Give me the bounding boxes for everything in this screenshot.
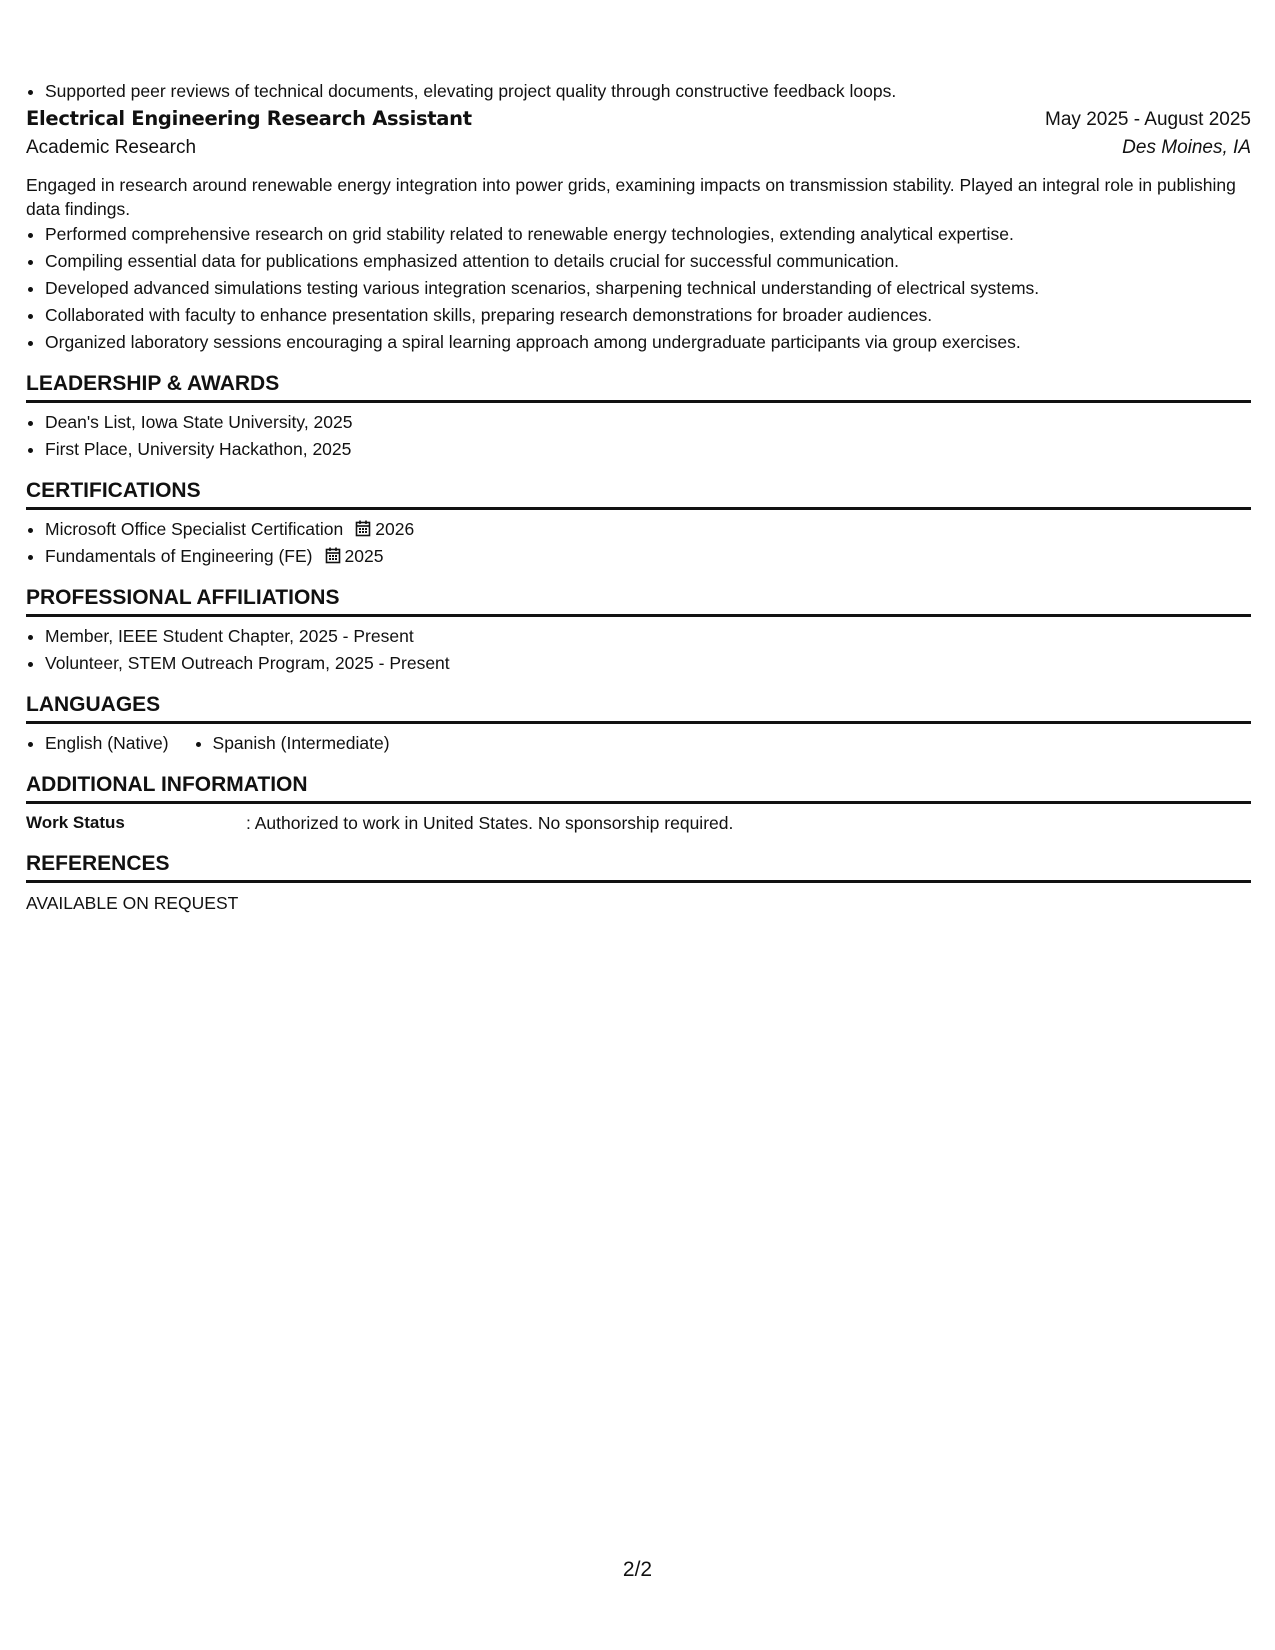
section-title: LANGUAGES	[26, 691, 1251, 724]
bullet-item: • Organized laboratory sessions encouraging a spiral learning approach among undergraduate participants via group exercises.	[45, 329, 1251, 356]
job-organization: Academic Research	[26, 137, 197, 158]
bullet-item: • Performed comprehensive research on grid stability related to renewable energy technologies, extending analytical expertise.	[45, 221, 1251, 248]
list-item: • First Place, University Hackathon, 2025	[45, 436, 1251, 463]
job-header	[26, 107, 1251, 137]
languages-list	[26, 730, 1251, 757]
section-certifications	[26, 477, 1251, 570]
bullet-item: • Collaborated with faculty to enhance presentation skills, preparing research demonstrations for broader audiences.	[45, 302, 1251, 329]
resume-page	[26, 78, 1251, 917]
list-item: • Member, IEEE Student Chapter, 2025 - Present	[45, 623, 1251, 650]
leadership-list	[26, 409, 1251, 463]
work-status-value: : Authorized to work in United States. No sponsorship required.	[246, 813, 734, 833]
certification-name: Fundamentals of Engineering (FE)	[45, 546, 313, 566]
page-number: 2/2	[622, 1558, 653, 1581]
section-title: PROFESSIONAL AFFILIATIONS	[26, 584, 1251, 617]
section-references	[26, 850, 1251, 917]
section-title: REFERENCES	[26, 850, 1251, 883]
calendar-icon	[355, 520, 371, 537]
list-item	[45, 516, 1251, 543]
certifications-list	[26, 516, 1251, 570]
work-status-row	[26, 810, 1251, 836]
bullet-item: • Compiling essential data for publications emphasized attention to details crucial for successful communication.	[45, 248, 1251, 275]
bullet-item: • Supported peer reviews of technical documents, elevating project quality through constructive feedback loops.	[45, 78, 1251, 105]
language-item: • Spanish (Intermediate)	[213, 730, 390, 757]
section-leadership	[26, 370, 1251, 463]
list-item: • Dean's List, Iowa State University, 2025	[45, 409, 1251, 436]
job-location: Des Moines, IA	[1122, 137, 1251, 158]
previous-job-bullets	[26, 78, 1251, 105]
language-item: • English (Native)	[45, 730, 169, 757]
section-affiliations	[26, 584, 1251, 677]
section-title: ADDITIONAL INFORMATION	[26, 771, 1251, 804]
section-additional-information	[26, 771, 1251, 836]
certification-year: 2026	[375, 519, 415, 539]
certification-name: Microsoft Office Specialist Certification	[45, 519, 344, 539]
section-title: CERTIFICATIONS	[26, 477, 1251, 510]
affiliations-list	[26, 623, 1251, 677]
job-subheader	[26, 137, 1251, 167]
job-bullets	[26, 221, 1251, 356]
job-entry	[26, 107, 1251, 356]
job-title: Electrical Engineering Research Assistant	[26, 107, 472, 130]
job-description: Engaged in research around renewable energy integration into power grids, examining impacts on transmission stability. Played an integral role in publishing data findings.	[26, 175, 1236, 219]
job-dates: May 2025 - August 2025	[1045, 109, 1251, 130]
references-text: AVAILABLE ON REQUEST	[26, 893, 239, 913]
calendar-icon	[325, 547, 341, 564]
bullet-item: • Developed advanced simulations testing various integration scenarios, sharpening technical understanding of electrical systems.	[45, 275, 1251, 302]
section-title: LEADERSHIP & AWARDS	[26, 370, 1251, 403]
work-status-label: Work Status	[26, 813, 125, 832]
section-languages	[26, 691, 1251, 757]
list-item	[45, 543, 1251, 570]
certification-year: 2025	[344, 546, 384, 566]
list-item: • Volunteer, STEM Outreach Program, 2025 - Present	[45, 650, 1251, 677]
